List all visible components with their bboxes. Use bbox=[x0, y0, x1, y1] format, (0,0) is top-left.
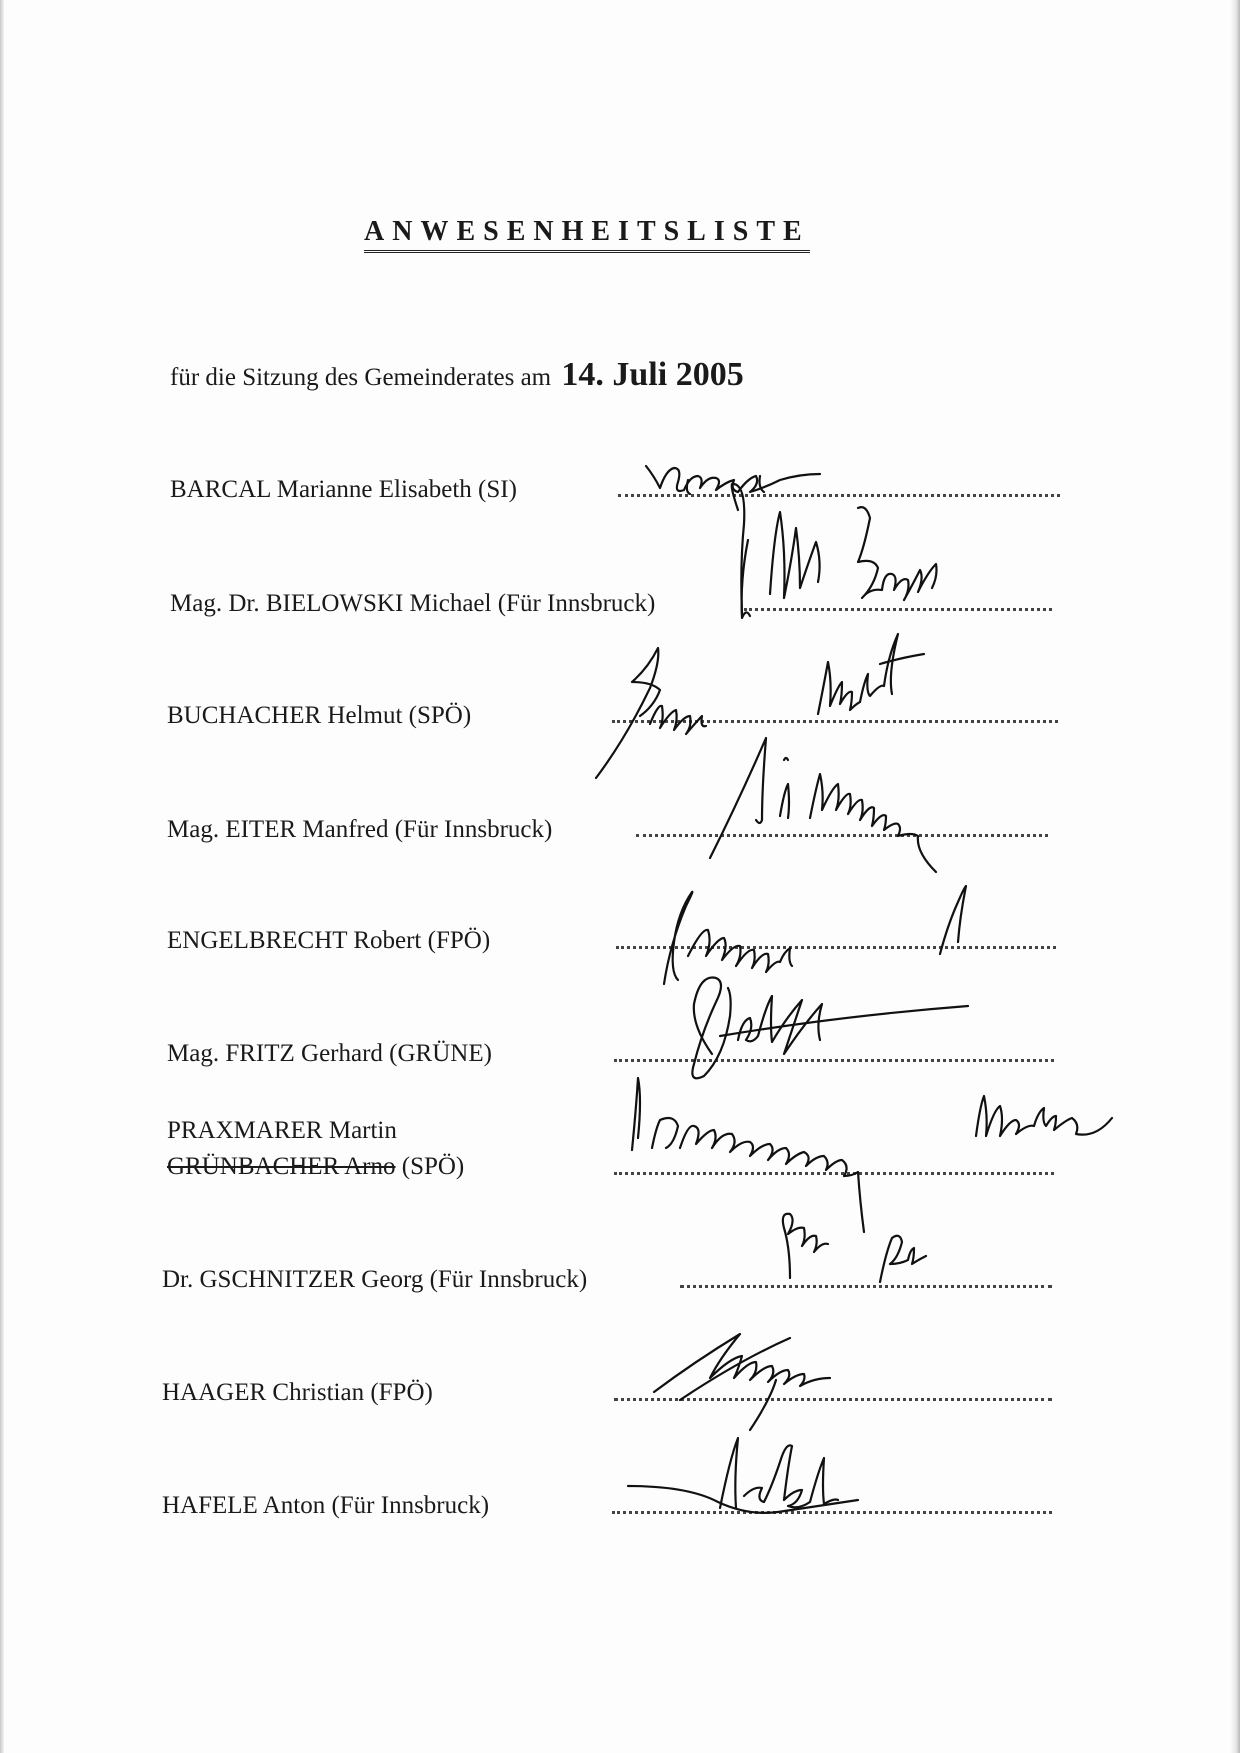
scan-edge-left bbox=[0, 0, 4, 1753]
attendee-name: Mag. Dr. BIELOWSKI Michael (Für Innsbruck) bbox=[170, 590, 656, 617]
attendee-name: BUCHACHER Helmut (SPÖ) bbox=[167, 702, 472, 729]
attendee-name: BARCAL Marianne Elisabeth (SI) bbox=[170, 476, 517, 503]
attendee-name: HAAGER Christian (FPÖ) bbox=[162, 1379, 433, 1406]
attendee-name: Dr. GSCHNITZER Georg (Für Innsbruck) bbox=[162, 1266, 588, 1293]
scan-edge-right bbox=[1230, 0, 1240, 1753]
signature-gschnitzer bbox=[783, 1214, 926, 1282]
attendee-name-line1: PRAXMARER Martin bbox=[167, 1117, 397, 1144]
attendee-name: ENGELBRECHT Robert (FPÖ) bbox=[167, 927, 491, 954]
signature-bielowski bbox=[732, 484, 937, 618]
signature-line bbox=[612, 1511, 1052, 1514]
signature-line bbox=[614, 1172, 1054, 1175]
attendee-name: Mag. FRITZ Gerhard (GRÜNE) bbox=[167, 1040, 492, 1067]
signature-line bbox=[680, 1285, 1052, 1288]
document-title: ANWESENHEITSLISTE bbox=[364, 215, 810, 253]
signature-hafele bbox=[628, 1438, 858, 1513]
signature-engelbrecht bbox=[664, 886, 966, 984]
signature-line bbox=[614, 1059, 1054, 1062]
signature-line bbox=[612, 720, 1058, 723]
attendee-name: Mag. EITER Manfred (Für Innsbruck) bbox=[167, 816, 553, 843]
struck-name: GRÜNBACHER Arno bbox=[167, 1153, 396, 1180]
signature-fritz bbox=[692, 978, 968, 1079]
signature-barcal bbox=[646, 466, 820, 494]
signature-line bbox=[744, 608, 1052, 611]
attendee-party: (SPÖ) bbox=[395, 1153, 465, 1180]
attendee-name-line2 bbox=[167, 1149, 464, 1185]
document-subtitle bbox=[170, 356, 744, 394]
signature-line bbox=[614, 1398, 1052, 1401]
signature-praxmarer bbox=[632, 1078, 1112, 1232]
attendee-name: HAFELE Anton (Für Innsbruck) bbox=[162, 1492, 490, 1519]
subtitle-text: für die Sitzung des Gemeinderates am bbox=[170, 364, 552, 391]
signature-line bbox=[618, 494, 1060, 497]
signature-line bbox=[616, 946, 1056, 949]
meeting-date: 14. Juli 2005 bbox=[561, 356, 744, 393]
signature-buchacher bbox=[596, 634, 924, 778]
signature-line bbox=[636, 834, 1048, 837]
signature-haager bbox=[654, 1334, 830, 1430]
signature-eiter bbox=[710, 738, 936, 872]
